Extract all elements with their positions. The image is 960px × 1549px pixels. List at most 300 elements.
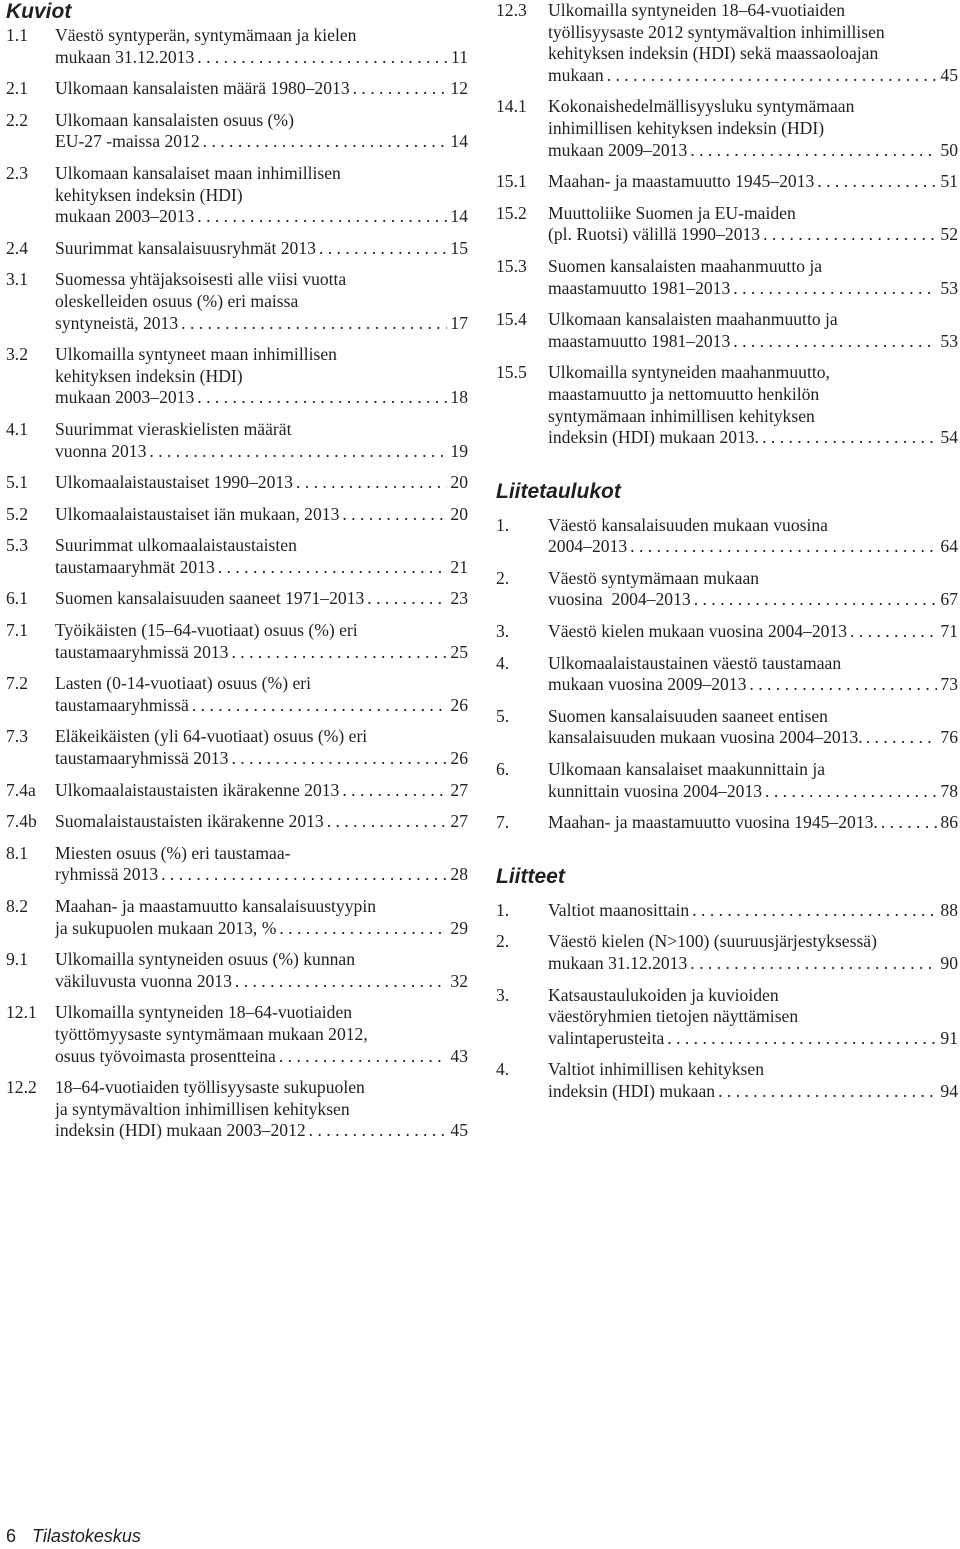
entry-title-last-line — [548, 953, 958, 975]
entry-title-line: Ulkomailla syntyneiden osuus (%) kunnan — [55, 949, 356, 970]
dot-leader — [200, 131, 448, 153]
toc-entry[interactable] — [6, 811, 468, 833]
entry-number: 2.2 — [6, 109, 28, 130]
entry-title — [55, 535, 468, 578]
entry-title-text: maastamuutto 1981–2013 — [548, 330, 731, 351]
toc-entry[interactable] — [496, 653, 958, 696]
entry-title-last-line — [55, 971, 468, 993]
page-ref[interactable]: 26 — [450, 748, 468, 769]
page-ref[interactable]: 14 — [450, 206, 468, 227]
page-ref[interactable]: 45 — [940, 64, 958, 85]
dot-leader — [627, 536, 937, 558]
entry-number: 3. — [496, 621, 510, 642]
dot-leader — [689, 900, 937, 922]
entry-title-text: taustamaaryhmissä 2013 — [55, 641, 229, 662]
entry-title-last-line — [55, 864, 468, 886]
entry-title — [55, 163, 468, 228]
entry-title-text: Ulkomaan kansalaisten määrä 1980–2013 — [55, 78, 350, 99]
entry-title-line: Suurimmat ulkomaalaistaustaisten — [55, 535, 297, 556]
dot-leader — [324, 811, 448, 833]
entry-title-line: maastamuutto ja nettomuutto henkilön — [548, 383, 820, 404]
page-ref[interactable]: 73 — [940, 674, 958, 695]
dot-leader — [730, 331, 937, 353]
page-ref[interactable]: 88 — [940, 899, 958, 920]
entry-title-line: Ulkomailla syntyneiden 18–64-vuotiaiden — [55, 1002, 353, 1023]
toc-entry[interactable] — [6, 588, 468, 610]
entry-title-last-line — [55, 642, 468, 664]
toc-entry[interactable] — [496, 931, 958, 974]
entry-title — [55, 843, 468, 886]
page-ref[interactable]: 86 — [940, 812, 958, 833]
entry-title-line: Ulkomaan kansalaiset maakunnittain ja — [548, 759, 826, 780]
entry-title — [548, 203, 958, 246]
toc-entry[interactable] — [496, 0, 958, 86]
page-ref[interactable]: 27 — [450, 779, 468, 800]
entry-title-text: kunnittain vuosina 2004–2013 — [548, 780, 763, 801]
entry-title — [548, 309, 958, 352]
page-ref[interactable]: 26 — [450, 694, 468, 715]
toc-entry[interactable] — [6, 620, 468, 663]
entry-title-text: indeksin (HDI) mukaan 2013. — [548, 427, 760, 448]
page-ref[interactable]: 23 — [450, 588, 468, 609]
entry-title-line: Katsaustaulukoiden ja kuvioiden — [548, 984, 779, 1005]
dot-leader — [847, 621, 937, 643]
entry-title-last-line — [55, 472, 468, 494]
entry-title-last-line — [55, 1120, 468, 1142]
entry-number: 9.1 — [6, 949, 28, 970]
entry-title-line: Suomen kansalaisuuden saaneet entisen — [548, 705, 828, 726]
entry-number: 3.1 — [6, 269, 28, 290]
page-ref[interactable]: 32 — [450, 970, 468, 991]
page-ref[interactable]: 64 — [940, 536, 958, 557]
entry-title — [548, 96, 958, 161]
entry-title-last-line — [55, 441, 468, 463]
entry-title — [548, 0, 958, 86]
page-ref[interactable]: 51 — [940, 171, 958, 192]
entry-number: 7.4a — [6, 779, 36, 800]
toc-entry[interactable] — [6, 673, 468, 716]
entry-title-line: Suomessa yhtäjaksoisesti alle viisi vuotta — [55, 269, 347, 290]
entry-number: 7.3 — [6, 726, 28, 747]
toc-entry[interactable] — [6, 780, 468, 802]
toc-entry[interactable] — [6, 535, 468, 578]
entry-title-line: Väestö kielen (N>100) (suuruusjärjestyksessä) — [548, 931, 877, 952]
entry-title-line: Ulkomaan kansalaiset maan inhimillisen — [55, 162, 341, 183]
entry-number: 2. — [496, 931, 510, 952]
entry-title-last-line — [548, 812, 958, 834]
entry-title-text: ja sukupuolen mukaan 2013, % — [55, 917, 277, 938]
entry-title-last-line — [548, 1028, 958, 1050]
dot-leader — [194, 387, 447, 409]
entry-title — [55, 780, 468, 802]
entry-title-last-line — [55, 131, 468, 153]
entry-title-last-line — [55, 504, 468, 526]
entry-title-last-line — [55, 780, 468, 802]
toc-entry[interactable] — [496, 1059, 958, 1102]
dot-leader — [306, 1120, 448, 1142]
page-ref[interactable]: 11 — [451, 46, 468, 67]
page-number: 6 — [6, 1526, 17, 1546]
toc-entry[interactable] — [496, 171, 958, 193]
dot-leader — [339, 504, 447, 526]
entry-title-last-line — [548, 140, 958, 162]
toc-entry[interactable] — [6, 344, 468, 409]
entry-title — [55, 1002, 468, 1067]
toc-entry[interactable] — [6, 896, 468, 939]
entry-number: 15.3 — [496, 255, 527, 276]
entry-title — [55, 673, 468, 716]
toc-entry[interactable] — [6, 726, 468, 769]
entry-number: 15.5 — [496, 362, 527, 383]
page-ref[interactable]: 43 — [450, 1045, 468, 1066]
entry-title — [55, 344, 468, 409]
page-ref[interactable]: 90 — [940, 953, 958, 973]
entry-title-text: mukaan 31.12.2013 — [548, 953, 688, 973]
dot-leader — [276, 918, 447, 940]
entry-title-line: työttömyysaste syntymämaan mukaan 2012, — [55, 1023, 368, 1044]
page-ref[interactable]: 53 — [940, 277, 958, 298]
entry-number: 7.1 — [6, 620, 28, 641]
entry-number: 6. — [496, 759, 510, 780]
page-ref[interactable]: 19 — [450, 440, 468, 461]
entry-title — [548, 621, 958, 643]
entry-number: 5.2 — [6, 503, 28, 524]
page-ref[interactable]: 71 — [940, 621, 958, 642]
entry-title-line: Muuttoliike Suomen ja EU-maiden — [548, 202, 796, 223]
entry-number: 4.1 — [6, 418, 28, 439]
entry-title — [55, 238, 468, 260]
entry-title — [55, 110, 468, 153]
entry-title-last-line — [548, 224, 958, 246]
entry-title-line: Ulkomailla syntyneet maan inhimillisen — [55, 344, 337, 365]
entry-title-line: Maahan- ja maastamuutto kansalaisuustyypin — [55, 896, 377, 916]
entry-title-text: EU-27 -maissa 2012 — [55, 131, 200, 152]
entry-number: 2.3 — [6, 162, 28, 183]
page-ref[interactable]: 21 — [450, 556, 468, 577]
entry-number: 1.1 — [6, 25, 28, 45]
entry-title — [548, 568, 958, 611]
entry-title-line: Työikäisten (15–64-vuotiaat) osuus (%) eri — [55, 620, 358, 641]
entry-title-text: mukaan vuosina 2009–2013 — [548, 674, 747, 695]
entry-title — [548, 985, 958, 1050]
entry-title-text: mukaan 2003–2013 — [55, 206, 195, 227]
dot-leader — [691, 589, 938, 611]
toc-entry[interactable] — [496, 621, 958, 643]
entry-number: 3.2 — [6, 344, 28, 365]
entry-title-last-line — [548, 331, 958, 353]
entry-title — [548, 900, 958, 922]
dot-leader — [232, 971, 448, 993]
entry-title-line: Ulkomaalaistaustainen väestö taustamaan — [548, 652, 842, 673]
entry-title-text: vuonna 2013 — [55, 440, 147, 461]
toc-entry[interactable] — [6, 238, 468, 260]
dot-leader — [664, 1028, 937, 1050]
toc-entry[interactable] — [6, 25, 468, 68]
entry-title-last-line — [55, 588, 468, 610]
entry-number: 14.1 — [496, 96, 527, 117]
entry-title-last-line — [548, 781, 958, 803]
entry-number: 2.4 — [6, 237, 28, 258]
dot-leader — [715, 1081, 937, 1103]
dot-leader — [215, 557, 448, 579]
page-ref[interactable]: 20 — [450, 472, 468, 493]
entry-title-line: syntymämaan inhimillisen kehityksen — [548, 405, 815, 426]
entry-title-last-line — [548, 427, 958, 449]
entry-title-text: kansalaisuuden mukaan vuosina 2004–2013. — [548, 727, 863, 748]
entry-title-line: ja syntymävaltion inhimillisen kehityksen — [55, 1098, 350, 1119]
entry-title-text: 2004–2013 — [548, 536, 628, 557]
entry-title-line: Ulkomailla syntyneiden 18–64-vuotiaiden — [548, 0, 846, 20]
entry-title — [548, 515, 958, 558]
entry-title-line: kehityksen indeksin (HDI) sekä maassaoloajan — [548, 43, 879, 64]
page-ref[interactable]: 94 — [940, 1080, 958, 1101]
entry-number: 2.1 — [6, 78, 28, 99]
entry-title-last-line — [55, 206, 468, 228]
dot-leader — [350, 78, 448, 100]
entry-title — [55, 25, 468, 68]
toc-entry[interactable] — [496, 515, 958, 558]
entry-title — [548, 256, 958, 299]
entry-number: 15.1 — [496, 171, 527, 192]
entry-title-text: vuosina 2004–2013 — [548, 589, 691, 610]
entry-title — [548, 931, 958, 974]
dot-leader — [194, 47, 448, 69]
page-ref[interactable]: 28 — [450, 864, 468, 885]
entry-title-line: kehityksen indeksin (HDI) — [55, 184, 243, 205]
entry-number: 12.2 — [6, 1077, 37, 1098]
entry-title-text: Valtiot maanosittain — [548, 899, 690, 920]
entry-title-last-line — [55, 918, 468, 940]
page-ref[interactable]: 17 — [450, 312, 468, 333]
entry-title-text: Ulkomaalaistaustaisten ikärakenne 2013 — [55, 779, 340, 800]
entry-title-last-line — [548, 674, 958, 696]
page-ref[interactable]: 50 — [940, 139, 958, 160]
page-ref[interactable]: 91 — [940, 1027, 958, 1048]
entry-number: 7.4b — [6, 811, 37, 832]
entry-title-last-line — [548, 1081, 958, 1103]
entry-number: 1. — [496, 899, 510, 920]
entry-title-text: taustamaaryhmät 2013 — [55, 556, 215, 577]
entry-title-text: Suurimmat kansalaisuusryhmät 2013 — [55, 237, 316, 258]
page-ref[interactable]: 20 — [450, 503, 468, 524]
section-heading: Liitetaulukot — [496, 479, 621, 503]
entry-title — [55, 811, 468, 833]
entry-title — [55, 504, 468, 526]
page-ref[interactable]: 78 — [940, 780, 958, 801]
entry-title-last-line — [55, 313, 468, 335]
toc-entry[interactable] — [6, 1002, 468, 1067]
page-ref[interactable]: 53 — [940, 330, 958, 351]
toc-entry[interactable] — [496, 759, 958, 802]
publisher-name: Tilastokeskus — [32, 1526, 141, 1546]
entry-title-last-line — [55, 238, 468, 260]
entry-title-line: Lasten (0-14-vuotiaat) osuus (%) eri — [55, 673, 312, 694]
entry-title-text: Maahan- ja maastamuutto vuosina 1945–2013. — [548, 812, 878, 833]
dot-leader — [687, 953, 937, 975]
entry-title-line: Ulkomaan kansalaisten maahanmuutto ja — [548, 309, 838, 330]
dot-leader — [878, 812, 938, 834]
dot-leader — [293, 472, 447, 494]
entry-title-last-line — [55, 387, 468, 409]
figures-list — [6, 0, 468, 1142]
dot-leader — [364, 588, 447, 610]
entry-title — [548, 171, 958, 193]
toc-entry[interactable] — [496, 309, 958, 352]
entry-title-text: Väestö kielen mukaan vuosina 2004–2013 — [548, 621, 848, 642]
entry-title-text: väkiluvusta vuonna 2013 — [55, 970, 232, 991]
entry-title — [55, 949, 468, 992]
toc-entry[interactable] — [6, 110, 468, 153]
entry-title — [55, 896, 468, 939]
dot-leader — [339, 780, 447, 802]
toc-sections — [496, 0, 958, 1103]
page-ref[interactable]: 15 — [450, 237, 468, 258]
entry-number: 3. — [496, 984, 510, 1005]
dot-leader — [146, 441, 447, 463]
entry-title-last-line — [548, 536, 958, 558]
toc-entry[interactable] — [6, 269, 468, 334]
page-ref[interactable]: 18 — [450, 387, 468, 408]
entry-number: 12.3 — [496, 0, 527, 20]
entry-title-line: Ulkomaan kansalaisten osuus (%) — [55, 109, 294, 130]
page-ref[interactable]: 25 — [450, 641, 468, 662]
entry-number: 15.2 — [496, 202, 527, 223]
dot-leader — [762, 781, 937, 803]
entry-number: 5. — [496, 705, 510, 726]
toc-entry[interactable] — [496, 706, 958, 749]
entry-title-line: Kokonaishedelmällisyysluku syntymämaan — [548, 96, 855, 117]
dot-leader — [316, 238, 447, 260]
toc-entry[interactable] — [496, 985, 958, 1050]
dot-leader — [228, 642, 447, 664]
entry-title-text: taustamaaryhmissä 2013 — [55, 748, 229, 769]
toc-section — [496, 864, 958, 1103]
entry-title — [548, 653, 958, 696]
entry-title-last-line — [55, 47, 468, 69]
page-ref[interactable]: 67 — [940, 589, 958, 610]
dot-leader — [604, 65, 938, 87]
page-ref[interactable]: 45 — [450, 1120, 468, 1141]
page-ref[interactable]: 54 — [940, 427, 958, 448]
dot-leader — [276, 1046, 448, 1068]
dot-leader — [746, 674, 937, 696]
entry-title-last-line — [548, 65, 958, 87]
dot-leader — [759, 427, 937, 449]
toc-entry[interactable] — [496, 568, 958, 611]
entry-number: 15.4 — [496, 309, 527, 330]
entry-title-text: osuus työvoimasta prosentteina — [55, 1045, 276, 1066]
entry-title-line: Väestö kansalaisuuden mukaan vuosina — [548, 514, 828, 535]
toc-entry[interactable] — [6, 78, 468, 100]
entry-title-text: indeksin (HDI) mukaan 2003–2012 — [55, 1120, 306, 1141]
toc-entry[interactable] — [6, 504, 468, 526]
entry-title — [548, 362, 958, 448]
entry-title-last-line — [548, 900, 958, 922]
entry-title-line: Ulkomailla syntyneiden maahanmuutto, — [548, 362, 830, 383]
dot-leader — [158, 864, 447, 886]
entry-title — [55, 1077, 468, 1142]
dot-leader — [863, 727, 938, 749]
entry-number: 5.1 — [6, 472, 28, 493]
entry-title-line: Suurimmat vieraskielisten määrät — [55, 418, 292, 439]
entry-title-line: kehityksen indeksin (HDI) — [55, 365, 243, 386]
entry-number: 5.3 — [6, 535, 28, 556]
page-ref[interactable]: 12 — [450, 78, 468, 99]
page-ref[interactable]: 27 — [450, 811, 468, 832]
entry-number: 7.2 — [6, 673, 28, 694]
toc-entries — [6, 25, 468, 1142]
entry-title-text: Suomen kansalaisuuden saaneet 1971–2013 — [55, 588, 365, 609]
dot-leader — [760, 224, 937, 246]
toc-entry[interactable] — [496, 812, 958, 834]
entry-title-line: 18–64-vuotiaiden työllisyysaste sukupuolen — [55, 1077, 365, 1098]
entry-title — [548, 759, 958, 802]
toc-entry[interactable] — [496, 203, 958, 246]
entry-title-text: mukaan — [548, 64, 604, 85]
entry-title-line: Väestö syntyperän, syntymämaan ja kielen — [55, 25, 357, 45]
entry-title-text: (pl. Ruotsi) välillä 1990–2013 — [548, 224, 761, 245]
entry-title-last-line — [55, 811, 468, 833]
toc-entry[interactable] — [496, 900, 958, 922]
toc-section — [496, 0, 958, 449]
dot-leader — [178, 313, 447, 335]
entry-title-last-line — [548, 589, 958, 611]
page-ref[interactable]: 14 — [450, 131, 468, 152]
dot-leader — [814, 171, 937, 193]
page-ref[interactable]: 29 — [450, 917, 468, 938]
entry-title-text: mukaan 2009–2013 — [548, 139, 688, 160]
toc-entry[interactable] — [496, 256, 958, 299]
entry-number: 2. — [496, 567, 510, 588]
toc-entry[interactable] — [6, 472, 468, 494]
entry-title-text: Ulkomaalaistaustaiset 1990–2013 — [55, 472, 293, 493]
toc-section — [496, 479, 958, 834]
toc-entry[interactable] — [6, 843, 468, 886]
entry-title-line: Miesten osuus (%) eri taustamaa- — [55, 842, 291, 863]
entry-number: 12.1 — [6, 1002, 37, 1023]
entry-title — [55, 620, 468, 663]
entry-title-text: syntyneistä, 2013 — [55, 312, 179, 333]
toc-entry[interactable] — [6, 419, 468, 462]
entry-title-text: ryhmissä 2013 — [55, 864, 159, 885]
entry-number: 8.1 — [6, 842, 28, 863]
page-ref[interactable]: 76 — [940, 727, 958, 748]
entry-title-last-line — [548, 171, 958, 193]
entry-title-text: Ulkomaalaistaustaiset iän mukaan, 2013 — [55, 503, 340, 524]
entry-number: 1. — [496, 514, 510, 535]
toc-entry[interactable] — [6, 163, 468, 228]
entry-title — [55, 472, 468, 494]
dot-leader — [189, 695, 448, 717]
toc-entry[interactable] — [496, 96, 958, 161]
entry-title-text: Maahan- ja maastamuutto 1945–2013 — [548, 171, 815, 192]
entry-title-last-line — [548, 727, 958, 749]
entry-title-last-line — [55, 748, 468, 770]
entry-title-line: Eläkeikäisten (yli 64-vuotiaat) osuus (%) eri — [55, 726, 368, 747]
section-heading: Liitteet — [496, 864, 565, 888]
page-ref[interactable]: 52 — [940, 224, 958, 245]
entry-title-text: valintaperusteita — [548, 1027, 665, 1048]
dot-leader — [228, 748, 447, 770]
entry-number: 7. — [496, 812, 510, 833]
entry-title-line: työllisyysaste 2012 syntymävaltion inhimillisen — [548, 21, 885, 42]
toc-entry[interactable] — [6, 949, 468, 992]
entry-title — [55, 269, 468, 334]
entry-title — [55, 419, 468, 462]
toc-entry[interactable] — [496, 362, 958, 448]
entry-title-text: maastamuutto 1981–2013 — [548, 277, 731, 298]
toc-entry[interactable] — [6, 1077, 468, 1142]
